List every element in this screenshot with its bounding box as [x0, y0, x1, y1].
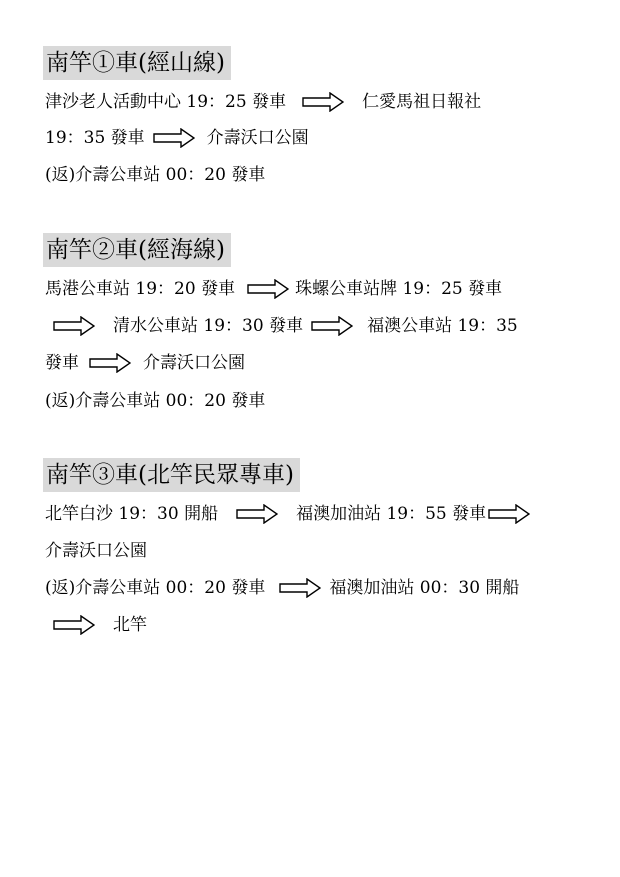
section-3-line-2 — [45, 538, 147, 564]
right-arrow-icon — [279, 578, 321, 598]
route-text: 福澳公車站 19：35 — [367, 316, 518, 336]
right-arrow-icon — [53, 316, 95, 336]
route-text: 介壽沃口公園 — [143, 353, 245, 373]
route-text: 珠螺公車站牌 19：25 發車 — [295, 279, 503, 299]
section-3-line-4 — [45, 612, 147, 638]
route-text: 津沙老人活動中心 19：25 發車 — [45, 92, 287, 112]
right-arrow-icon — [89, 353, 131, 373]
route-text: (返)介壽公車站 00：20 發車 — [45, 391, 266, 411]
section-2-line-3 — [45, 350, 245, 376]
route-text: 介壽沃口公園 — [206, 128, 309, 148]
route-text: 福澳加油站 00：30 開船 — [329, 578, 520, 598]
section-3-line-1 — [45, 501, 530, 527]
section-2-line-4 — [45, 388, 265, 414]
route-text: (返)介壽公車站 00：20 發車 — [45, 578, 266, 598]
section-2-heading: 南竿②車(經海線) — [43, 233, 231, 267]
section-2-line-2 — [45, 313, 518, 339]
route-text: 仁愛馬祖日報社 — [362, 92, 482, 112]
section-2-line-1 — [45, 276, 502, 302]
route-text: 北竿白沙 19：30 開船 — [45, 504, 219, 524]
route-text: (返)介壽公車站 00：20 發車 — [45, 165, 266, 185]
right-arrow-icon — [302, 92, 344, 112]
right-arrow-icon — [311, 316, 353, 336]
right-arrow-icon — [247, 279, 289, 299]
route-text: 北竿 — [113, 615, 147, 635]
section-1-line-2 — [45, 125, 309, 151]
section-3-line-3 — [45, 575, 519, 601]
route-text: 馬港公車站 19：20 發車 — [45, 279, 236, 299]
section-1-heading: 南竿①車(經山線) — [43, 46, 231, 80]
section-3-heading: 南竿③車(北竿民眾專車) — [43, 458, 300, 492]
route-text: 發車 — [45, 353, 79, 373]
section-1-line-1 — [45, 89, 481, 115]
right-arrow-icon — [488, 504, 530, 524]
section-1-line-3 — [45, 162, 265, 188]
right-arrow-icon — [153, 128, 195, 148]
right-arrow-icon — [236, 504, 278, 524]
right-arrow-icon — [53, 615, 95, 635]
route-text: 介壽沃口公園 — [45, 541, 147, 561]
route-text: 福澳加油站 19：55 發車 — [296, 504, 487, 524]
route-text: 19：35 發車 — [45, 128, 145, 148]
route-text: 清水公車站 19：30 發車 — [113, 316, 304, 336]
